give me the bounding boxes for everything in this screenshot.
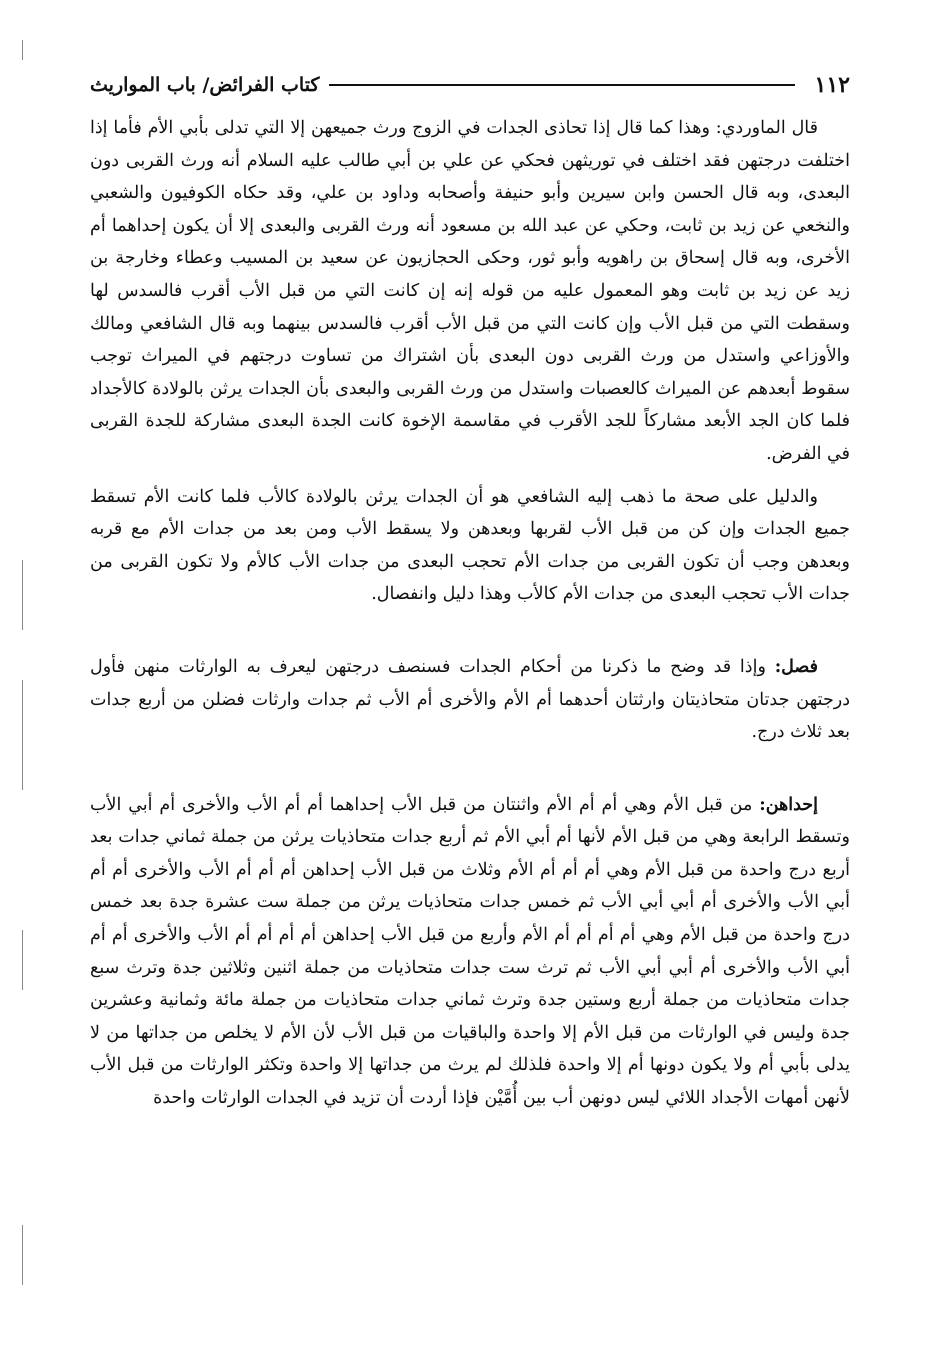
paragraph-1-text: قال الماوردي: وهذا كما قال إذا تحاذى الجدات في الزوج ورث جميعهن إلا التي تدلى بأبي الأم فأما إذا اختلفت درجتهن فقد اختلف في توريثهن فحكي عن علي بن أبي طالب عليه السلام أنه ورث القربى دون البعدى، وبه قال الحسن وابن سيرين وأبو حنيفة وأصحابه وداود بن علي، وقد حكاه الكوفيون والشعبي والنخعي عن زيد بن ثابت، وحكي عن عبد الله بن مسعود أنه ورث القربى والبعدى إلا أن يكون إحداهما أم الأخرى، وبه قال إسحاق بن راهويه وأبو ثور، وحكى الحجازيون عن سعيد بن المسيب وعطاء وخارجة بن زيد عن زيد بن ثابت وهو المعمول عليه من قوله إنه إن كانت التي من قبل الأب أقرب فالسدس لها وسقطت التي من قبل الأب وإن كانت التي من قبل الأب أقرب فالسدس بينهما وبه قال الشافعي ومالك والأوزاعي واستدل من ورث القربى دون البعدى بأن اشتراك من تساوت درجتهم في الميراث توجب سقوط أبعدهم عن الميراث كالعصبات واستدل من ورث القربى والبعدى بأن الجدات يرثن بالولادة كالأجداد فلما كان الجد الأبعد مشاركاً للجد الأقرب في مقاسمة الإخوة كانت الجدة البعدى مشاركة للجدة القربى في الفرض. <box>90 118 850 464</box>
margin-scan-mark <box>22 560 23 630</box>
margin-scan-mark <box>22 40 23 60</box>
paragraph-3 <box>90 651 850 749</box>
margin-scan-mark <box>22 930 23 990</box>
book-title: كتاب الفرائض/ باب المواريث <box>90 74 320 96</box>
section-heading-fasl: فصل: <box>774 656 818 677</box>
section-heading-ihdahunna: إحداهن: <box>759 794 818 815</box>
page-number: ١١٢ <box>814 72 850 98</box>
page-body <box>90 112 850 1115</box>
paragraph-2 <box>90 481 850 611</box>
header-rule <box>329 84 794 86</box>
paragraph-3-text: وإذا قد وضح ما ذكرنا من أحكام الجدات فسنصف درجتهن ليعرف به الوارثات منهن فأول درجتهن جدتان متحاذيتان وارثتان أحدهما أم الأم والأخرى أم الأب ثم جدات وارثات فضلن من أربع جدات بعد ثلاث درج. <box>90 656 850 743</box>
paragraph-2-text: والدليل على صحة ما ذهب إليه الشافعي هو أن الجدات يرثن بالولادة كالأب فلما كانت الأم تسقط جميع الجدات وإن كن من قبل الأب لقربها وبعدهن ولا يسقط الأب ومن بعد من جدات الأم مع قربه وبعدهن وجب أن تكون القربى من جدات الأم تحجب البعدى من جدات الأب كالأم ولا تكون القربى من جدات الأب تحجب البعدى من جدات الأم كالأب وهذا دليل وانفصال. <box>90 486 850 605</box>
margin-scan-mark <box>22 1225 23 1285</box>
paragraph-4 <box>90 789 850 1115</box>
paragraph-4-text: من قبل الأم وهي أم أم الأم واثنتان من قبل الأب إحداهما أم أم الأب والأخرى أم أبي الأب وتسقط الرابعة وهي من قبل الأم لأنها أم أبي الأم ثم أربع جدات متحاذيات يرثن من جملة ثماني جدات بعد أربع درج واحدة من قبل الأم وهي أم أم أم الأم وثلاث من قبل الأب إحداهن أم أم أم الأب والأخرى أم أم أبي الأب والأخرى أم أبي أبي الأب ثم خمس جدات متحاذيات يرثن من جملة ست عشرة جدة بعد خمس درج واحدة من قبل الأم وهي أم أم أم أم الأم وأربع من قبل الأب إحداهن أم أم أم أم الأب والأخرى أم أم أبي الأب والأخرى أم أبي أبي الأب ثم ترث ست جدات متحاذيات من جملة اثنين وثلاثين جدة وترث سبع جدات متحاذيات من جملة أربع وستين جدة وترث ثماني جدات متحاذيات من جملة مائة وثمانية وعشرين جدة وليس في الوارثات من قبل الأم إلا واحدة والباقيات من قبل الأب لأن الأم لا يخلص من جداتها من لا يدلى بأبي أم ولا يكون دونها أم إلا واحدة فلذلك لم يرث من جداتها إلا واحدة وتكثر الوارثات من قبل الأب لأنهن أمهات الأجداد اللائي ليس دونهن أب بين أُمَّيْن فإذا أردت أن تزيد في الجدات الوارثات واحدة <box>90 794 850 1109</box>
running-header <box>90 68 850 102</box>
margin-scan-mark <box>22 680 23 790</box>
paragraph-1 <box>90 112 850 471</box>
